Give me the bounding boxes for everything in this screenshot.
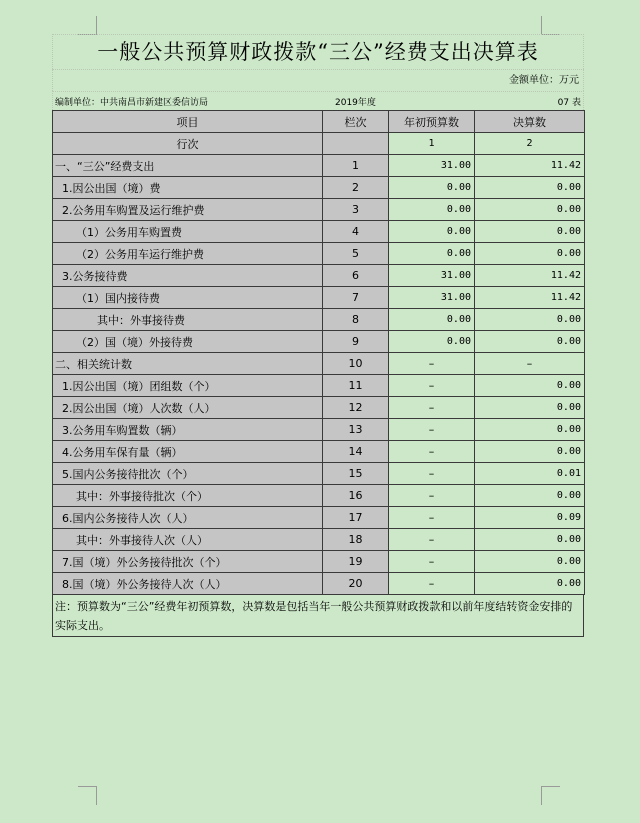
table-row	[53, 177, 585, 199]
table-row	[53, 155, 585, 177]
final-value[interactable]: –	[475, 353, 585, 375]
final-value[interactable]: 0.00	[475, 551, 585, 573]
header-row	[53, 111, 585, 133]
row-label[interactable]: 一、“三公”经费支出	[53, 155, 323, 177]
row-label[interactable]: 1.因公出国（境）团组数（个）	[53, 375, 323, 397]
crop-mark-bottom-left	[78, 786, 97, 805]
row-label[interactable]: （1）国内接待费	[53, 287, 323, 309]
row-number[interactable]: 12	[323, 397, 389, 419]
budget-value[interactable]: 0.00	[389, 221, 475, 243]
table-row	[53, 243, 585, 265]
budget-value[interactable]: 31.00	[389, 265, 475, 287]
row-number[interactable]: 20	[323, 573, 389, 595]
row-number[interactable]: 4	[323, 221, 389, 243]
subheader-budget-col[interactable]: 1	[389, 133, 475, 155]
budget-value[interactable]: –	[389, 419, 475, 441]
amount-unit: 金额单位：万元	[52, 69, 584, 91]
final-value[interactable]: 0.00	[475, 529, 585, 551]
row-label[interactable]: （2）公务用车运行维护费	[53, 243, 323, 265]
budget-value[interactable]: 0.00	[389, 199, 475, 221]
row-number[interactable]: 16	[323, 485, 389, 507]
report-year: 2019年度	[335, 98, 376, 108]
budget-value[interactable]: –	[389, 485, 475, 507]
row-number[interactable]: 2	[323, 177, 389, 199]
header-final[interactable]: 决算数	[475, 111, 585, 133]
budget-value[interactable]: 0.00	[389, 243, 475, 265]
row-label[interactable]: 4.公务用车保有量（辆）	[53, 441, 323, 463]
table-row	[53, 375, 585, 397]
final-value[interactable]: 0.00	[475, 573, 585, 595]
row-number[interactable]: 14	[323, 441, 389, 463]
row-number[interactable]: 9	[323, 331, 389, 353]
row-label[interactable]: 1.因公出国（境）费	[53, 177, 323, 199]
final-value[interactable]: 11.42	[475, 287, 585, 309]
report-meta	[52, 91, 584, 110]
row-number[interactable]: 10	[323, 353, 389, 375]
budget-value[interactable]: –	[389, 353, 475, 375]
final-value[interactable]: 11.42	[475, 155, 585, 177]
row-number[interactable]: 17	[323, 507, 389, 529]
table-number: 07 表	[557, 98, 581, 108]
report-title: 一般公共预算财政拨款“三公”经费支出决算表	[52, 34, 584, 69]
table-row	[53, 551, 585, 573]
row-label[interactable]: 其中：外事接待费	[53, 309, 323, 331]
budget-value[interactable]: –	[389, 375, 475, 397]
budget-value[interactable]: 0.00	[389, 331, 475, 353]
table-row	[53, 309, 585, 331]
table-row	[53, 529, 585, 551]
table-row	[53, 419, 585, 441]
row-label[interactable]: 2.公务用车购置及运行维护费	[53, 199, 323, 221]
table-row	[53, 331, 585, 353]
budget-value[interactable]: –	[389, 507, 475, 529]
row-number[interactable]: 6	[323, 265, 389, 287]
row-label[interactable]: 3.公务接待费	[53, 265, 323, 287]
subheader-row	[53, 133, 585, 155]
final-value[interactable]: 0.00	[475, 419, 585, 441]
final-value[interactable]: 11.42	[475, 265, 585, 287]
final-value[interactable]: 0.00	[475, 375, 585, 397]
row-number[interactable]: 18	[323, 529, 389, 551]
budget-value[interactable]: 0.00	[389, 309, 475, 331]
budget-value[interactable]: –	[389, 529, 475, 551]
row-label[interactable]: 其中：外事接待人次（人）	[53, 529, 323, 551]
budget-value[interactable]: –	[389, 551, 475, 573]
footnote: 注：预算数为“三公”经费年初预算数，决算数是包括当年一般公共预算财政拨款和以前年度结转资金安排的实际支出。	[52, 595, 584, 637]
row-label[interactable]: （2）国（境）外接待费	[53, 331, 323, 353]
row-number[interactable]: 19	[323, 551, 389, 573]
budget-value[interactable]: –	[389, 441, 475, 463]
row-number[interactable]: 3	[323, 199, 389, 221]
budget-value[interactable]: –	[389, 463, 475, 485]
row-label[interactable]: （1）公务用车购置费	[53, 221, 323, 243]
crop-mark-top-right	[541, 16, 560, 35]
final-value[interactable]: 0.00	[475, 177, 585, 199]
table-row	[53, 507, 585, 529]
final-value[interactable]: 0.01	[475, 463, 585, 485]
header-col-no[interactable]: 栏次	[323, 111, 389, 133]
row-number[interactable]: 1	[323, 155, 389, 177]
budget-value[interactable]: 0.00	[389, 177, 475, 199]
budget-value[interactable]: 31.00	[389, 155, 475, 177]
final-value[interactable]: 0.00	[475, 199, 585, 221]
table-row	[53, 463, 585, 485]
subheader-label[interactable]: 行次	[53, 133, 323, 155]
table-row	[53, 221, 585, 243]
table-row	[53, 397, 585, 419]
table-row	[53, 573, 585, 595]
final-value[interactable]: 0.09	[475, 507, 585, 529]
row-label[interactable]: 2.因公出国（境）人次数（人）	[53, 397, 323, 419]
table-row	[53, 287, 585, 309]
row-number[interactable]: 5	[323, 243, 389, 265]
budget-value[interactable]: –	[389, 397, 475, 419]
row-label[interactable]: 二、相关统计数	[53, 353, 323, 375]
row-label[interactable]: 8.国（境）外公务接待人次（人）	[53, 573, 323, 595]
budget-value[interactable]: 31.00	[389, 287, 475, 309]
final-value[interactable]: 0.00	[475, 331, 585, 353]
row-number[interactable]: 7	[323, 287, 389, 309]
row-label[interactable]: 其中：外事接待批次（个）	[53, 485, 323, 507]
table-row	[53, 441, 585, 463]
row-label[interactable]: 6.国内公务接待人次（人）	[53, 507, 323, 529]
row-number[interactable]: 13	[323, 419, 389, 441]
crop-mark-bottom-right	[541, 786, 560, 805]
row-label[interactable]: 7.国（境）外公务接待批次（个）	[53, 551, 323, 573]
table-row	[53, 265, 585, 287]
compiling-unit: 编制单位：中共南昌市新建区委信访局	[55, 98, 209, 108]
row-label[interactable]: 5.国内公务接待批次（个）	[53, 463, 323, 485]
crop-mark-top-left	[78, 16, 97, 35]
final-value[interactable]: 0.00	[475, 243, 585, 265]
subheader-final-col[interactable]: 2	[475, 133, 585, 155]
row-number[interactable]: 8	[323, 309, 389, 331]
expenditure-table	[52, 110, 585, 595]
final-value[interactable]: 0.00	[475, 221, 585, 243]
table-row	[53, 199, 585, 221]
table-row	[53, 353, 585, 375]
final-value[interactable]: 0.00	[475, 441, 585, 463]
table-row	[53, 485, 585, 507]
row-number[interactable]: 15	[323, 463, 389, 485]
subheader-empty[interactable]	[323, 133, 389, 155]
header-budget[interactable]: 年初预算数	[389, 111, 475, 133]
final-value[interactable]: 0.00	[475, 485, 585, 507]
header-item[interactable]: 项目	[53, 111, 323, 133]
report-sheet	[52, 34, 584, 637]
row-number[interactable]: 11	[323, 375, 389, 397]
final-value[interactable]: 0.00	[475, 397, 585, 419]
budget-value[interactable]: –	[389, 573, 475, 595]
final-value[interactable]: 0.00	[475, 309, 585, 331]
row-label[interactable]: 3.公务用车购置数（辆）	[53, 419, 323, 441]
